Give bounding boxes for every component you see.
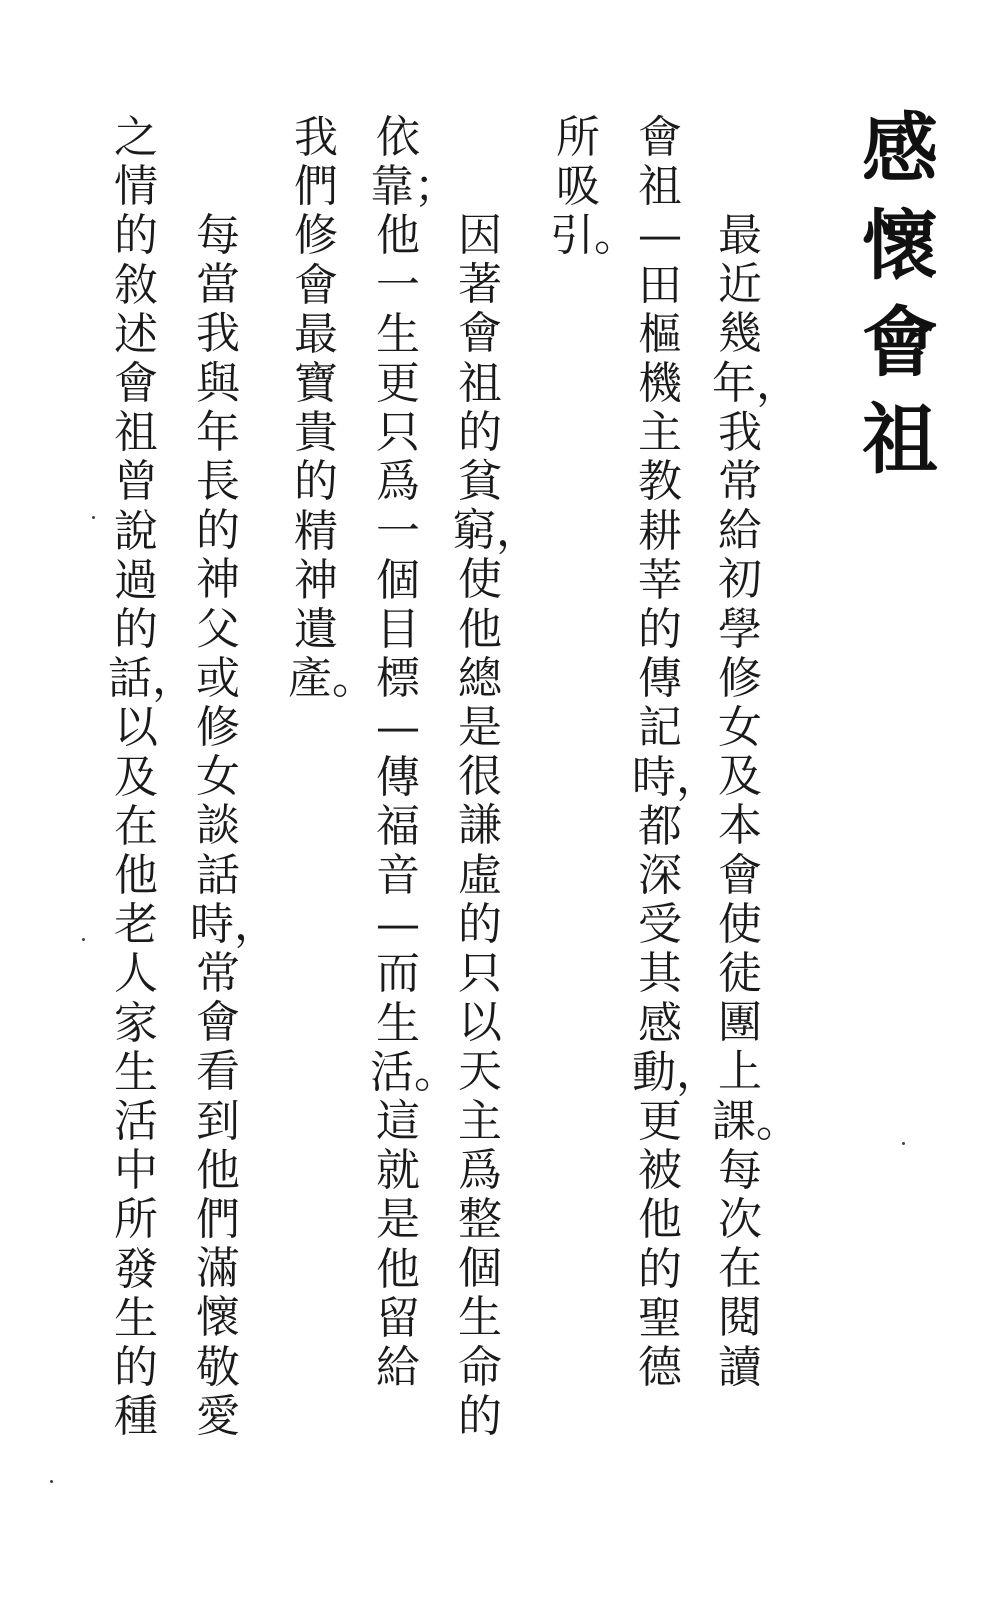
- scan-speck: [82, 938, 85, 941]
- text-column-7: 每當我與年長的神父或修女談話時，常會看到他們滿懷敬愛: [190, 210, 278, 1442]
- text-column-1: 最近幾年，我常給初學修女及本會使徒團上課。每次在閱讀: [712, 210, 800, 1393]
- page-title: 感懷會祖: [862, 104, 938, 484]
- text-column-4: 因著會祖的貧窮，使他總是很謙虛的只以天主爲整個生命的: [452, 210, 540, 1442]
- text-column-5: 依靠；他一生更只爲一個目標—傳福音—而生活。這就是他留給: [370, 112, 458, 1394]
- text-column-6: 我們修會最寶貴的精神遺產。: [288, 112, 376, 705]
- text-column-8: 之情的敘述會祖曾說過的話，以及在他老人家生活中所發生的種: [108, 112, 196, 1443]
- text-column-2: 會祖—田樞機主教耕莘的傳記時，都深受其感動，更被他的聖德: [632, 112, 720, 1394]
- scan-speck: [50, 1480, 53, 1483]
- text-column-3: 所吸引。: [550, 112, 638, 262]
- scan-speck: [92, 516, 95, 519]
- scan-speck: [902, 1142, 905, 1145]
